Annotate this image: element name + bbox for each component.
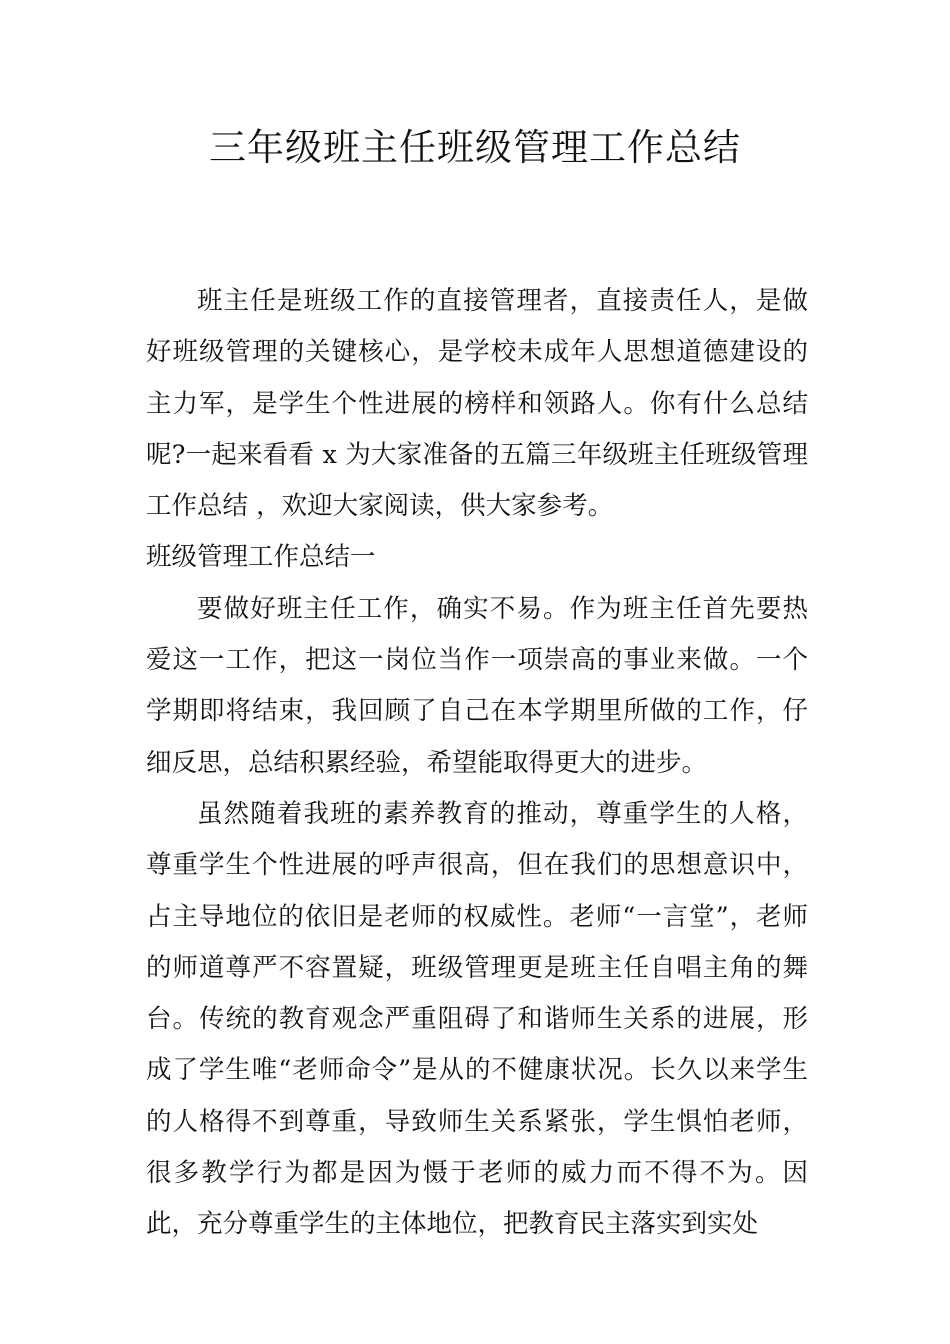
body-paragraph: 虽然随着我班的素养教育的推动，尊重学生的人格，尊重学生个性进展的呼声很高，但在我们的思想意识中，占主导地位的依旧是老师的权威性。老师“一言堂”，老师的师道尊严不容置疑，班级管理更是班主任自唱主角的舞台。传统的教育观念严重阻碍了和谐师生关系的进展，形成了学生唯“老师命令”是从的不健康状况。长久以来学生的人格得不到尊重，导致师生关系紧张，学生惧怕老师，很多教学行为都是因为慑于老师的威力而不得不为。因此，充分尊重学生的主体地位，把教育民主落实到实处 [146,798,808,1240]
document-body [146,276,808,1251]
section-heading: 班级管理工作总结一 [146,542,376,573]
intro-paragraph: 班主任是班级工作的直接管理者，直接责任人，是做好班级管理的关键核心，是学校未成年人思想道德建设的主力军，是学生个性进展的榜样和领路人。你有什么总结呢?一起来看看 x 为大家准备的五篇三年级班主任班级管理工作总结 ，欢迎大家阅读，供大家参考。 [146,286,808,522]
document-title: 三年级班主任班级管理工作总结 [209,126,741,169]
body-paragraph: 要做好班主任工作，确实不易。作为班主任首先要热爱这一工作，把这一岗位当作一项崇高的事业来做。一个学期即将结束，我回顾了自己在本学期里所做的工作，仔细反思，总结积累经验，希望能取得更大的进步。 [146,593,808,778]
